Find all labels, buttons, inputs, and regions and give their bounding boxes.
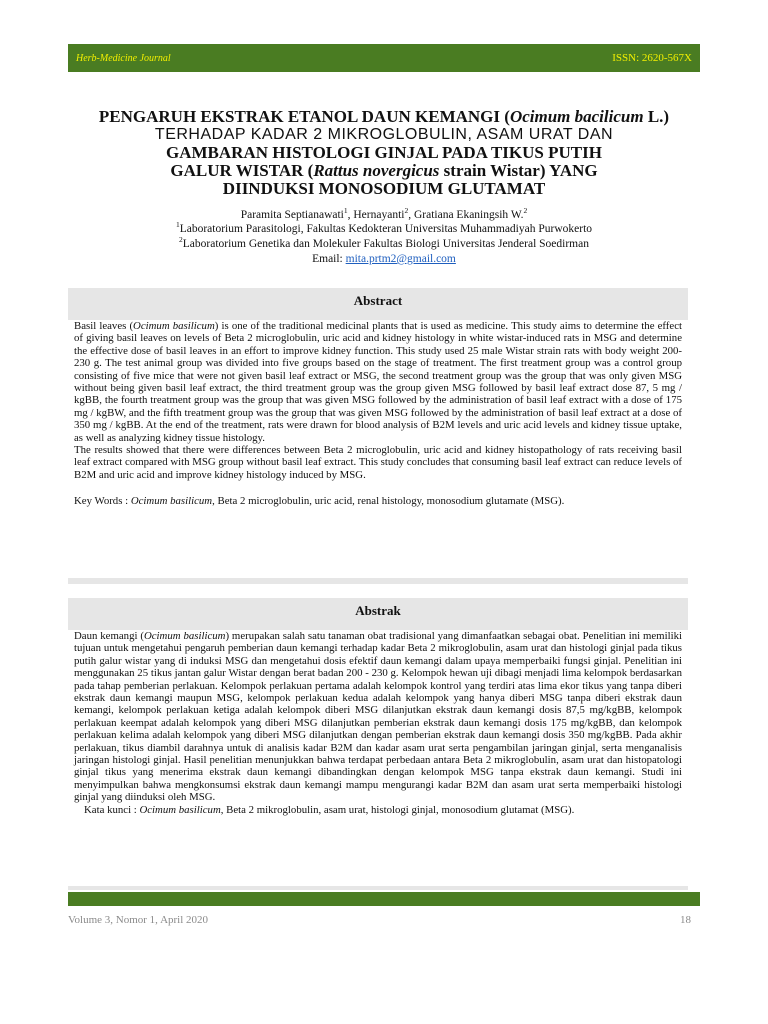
abstract-en-keywords bbox=[74, 495, 682, 507]
author-sup: 1 bbox=[343, 206, 348, 216]
abstract-id-keywords bbox=[74, 804, 682, 816]
title-block bbox=[68, 108, 700, 267]
affiliation-1 bbox=[68, 222, 700, 237]
abstract-id-paragraph-1 bbox=[74, 630, 682, 804]
title-line-4 bbox=[68, 162, 700, 180]
abstract-text: Basil leaves ( bbox=[74, 320, 134, 332]
author-sup: 2 bbox=[523, 206, 528, 216]
abstract-id-heading: Abstrak bbox=[355, 603, 401, 618]
title-line-3: GAMBARAN HISTOLOGI GINJAL PADA TIKUS PUTIH bbox=[166, 143, 602, 162]
email-line bbox=[68, 252, 700, 267]
title-text: PENGARUH EKSTRAK ETANOL DAUN KEMANGI ( bbox=[98, 107, 510, 126]
footer-volume: Volume 3, Nomor 1, April 2020 bbox=[68, 914, 209, 926]
title-species: Ocimum bacilicum bbox=[509, 107, 644, 126]
keywords-species: Ocimum basilicum bbox=[130, 495, 213, 508]
affiliation-text: Laboratorium Parasitologi, Fakultas Kedokteran Universitas Muhammadiyah Purwokerto bbox=[179, 223, 593, 235]
keywords-label: Kata kunci : bbox=[84, 803, 140, 816]
journal-header-bar bbox=[68, 44, 700, 72]
title-line-5: DIINDUKSI MONOSODIUM GLUTAMAT bbox=[222, 179, 546, 198]
abstract-en-body bbox=[68, 320, 688, 578]
email-label: Email: bbox=[312, 253, 346, 265]
title-line-2: TERHADAP KADAR 2 MIKROGLOBULIN, ASAM URAT DAN bbox=[154, 126, 614, 143]
abstract-id-box bbox=[68, 598, 688, 890]
keywords-text: , Beta 2 mikroglobulin, asam urat, histologi ginjal, monosodium glutamat (MSG). bbox=[220, 803, 575, 816]
keywords-text: , Beta 2 microglobulin, uric acid, renal histology, monosodium glutamate (MSG). bbox=[212, 495, 565, 508]
abstract-text: ) merupakan salah satu tanaman obat tradisional yang dimanfaatkan sebagai obat. Penelitian ini memiliki tujuan untuk mengetahui pengaruh pemberian daun kemangi terhadap kadar Beta 2 mikroglobulin, asam urat dan histologi ginjal pada tikus putih galur wistar yang di induksi MSG dan mengetahui dosis efektif daun kemangi dalam upaya memperbaiki fungsi ginjal. Penelitian ini menggunakan 25 tikus jantan galur Wistar dengan berat badan 200 - 230 g. Kelompok hewan uji dibagi menjadi lima kelompok berdasarkan pada tahap pemberian perlakuan. Kelompok perlakuan pertama adalah kelompok kontrol yang terdiri atas lima ekor tikus yang tanpa diberi ekstrak daun kemangi maupun MSG, kelompok perlakuan kedua adalah kelompok yang hanya diberi MSG tanpa diberi ekstrak daun kemangi, kelompok perlakuan ketiga adalah kelompok diberi MSG dilanjutkan ekstrak daun kemangi dosis 87,5 mg/kgBB, kelompok perlakuan keempat adalah kelompok yang diberi MSG dilanjutkan pemberian ekstrak daun kemangi dosis 175 mg/kgBB, dan kelompok perlakuan kelima adalah kelompok yang diberi MSG dilanjutkan dengan pemberian ekstrak daun kemangi dosis 350 mg/kgBB. Pada akhir perlakuan, tikus diambil darahnya untuk di analisis kadar B2M dan kadar asam urat serta pengambilan jaringan ginjal, serta menganalisis jaringan histologi ginjal. Hasil penelitian menunjukkan bahwa terdapat perbedaan antara Beta 2 mikroglobulin, asam urat dan histopatologi ginjal tikus yang menerima ekstrak daun kemangi dibandingkan dengan kelompok MSG tanpa ekstrak daun kemangi. Studi ini menyimpulkan bahwa mengkonsumsi ekstrak daun kemangi mampu mengurangi kadar B2M dan asam urat serta memperbaiki histologi ginjal yang diinduksi oleh MSG. bbox=[74, 630, 682, 804]
abstract-species: Ocimum basilicum bbox=[143, 630, 226, 642]
affiliation-sup: 1 bbox=[175, 220, 180, 230]
affiliation-text: Laboratorium Genetika dan Molekuler Fakultas Biologi Universitas Jenderal Soedirman bbox=[182, 238, 589, 250]
abstract-en-heading: Abstract bbox=[353, 293, 403, 308]
abstract-species: Ocimum basilicum bbox=[133, 320, 215, 332]
author-name: , Gratiana Ekaningsih W. bbox=[408, 209, 524, 221]
affiliation-2 bbox=[68, 237, 700, 252]
journal-name: Herb-Medicine Journal bbox=[76, 52, 171, 64]
title-line-1 bbox=[68, 108, 700, 126]
title-text: strain Wistar) YANG bbox=[439, 161, 598, 180]
authors bbox=[68, 208, 700, 222]
abstract-text: ) is one of the traditional medicinal plants that is used as medicine. This study aims to determine the effect of giving basil leaves on levels of Beta 2 microglobulin, uric acid and kidney histology in white wistar-induced rats in MSG and determine the effective dose of basil leaves in an effort to improve kidney function. This study used 25 male Wistar strain rats with body weight 200-230 g. The test animal group was divided into five groups based on the stage of treatment. The first treatment group was a control group consisting of five mice that were not given basil leaf extract or MSG, the second treatment group was the group that was only given MSG without being given basil leaf extract, the third treatment group was the group given MSG followed by basil leaf extract dose 87, 5 mg / kgBB, the fourth treatment group was the group that was given MSG followed by the administration of basil leaf extract with a dose of 175 mg / kgBW, and the fifth treatment group was the group that was given MSG followed by the administration of basil leaf extract at a dose of 350 mg / kgBB. At the end of the treatment, rats were drawn for blood analysis of B2M levels and uric acid levels and kidney tissue uptake, as well as analyzing kidney tissue histology. bbox=[74, 320, 682, 444]
footer-bar bbox=[68, 892, 700, 906]
abstract-en-paragraph-2: The results showed that there were differences between Beta 2 microglobulin, uric acid and kidney histopathology of rats receiving basil leaf extract compared with MSG group without basil leaf extract. This study concludes that consuming basil leaf extract can reduce levels of B2M and uric acid and improve kidney histology induced by MSG. bbox=[74, 444, 682, 481]
author-name: , Hernayanti bbox=[347, 209, 405, 221]
title-text: L.) bbox=[643, 107, 670, 126]
email-link[interactable]: mita.prtm2@gmail.com bbox=[345, 253, 456, 265]
title-text: GALUR WISTAR ( bbox=[170, 161, 314, 180]
abstract-en-box bbox=[68, 288, 688, 584]
issn: ISSN: 2620-567X bbox=[612, 52, 692, 64]
footer-page-number: 18 bbox=[680, 914, 691, 926]
affiliation-sup: 2 bbox=[179, 235, 183, 245]
keywords-label: Key Words : bbox=[74, 495, 131, 508]
abstract-id-body bbox=[68, 630, 688, 886]
author-sup: 2 bbox=[404, 206, 409, 216]
abstract-text: Daun kemangi ( bbox=[74, 630, 144, 642]
author-name: Paramita Septianawati bbox=[240, 209, 344, 221]
title-species: Rattus novergicus bbox=[313, 161, 440, 180]
abstract-en-paragraph-1 bbox=[74, 320, 682, 444]
keywords-species: Ocimum basilicum bbox=[139, 803, 221, 816]
